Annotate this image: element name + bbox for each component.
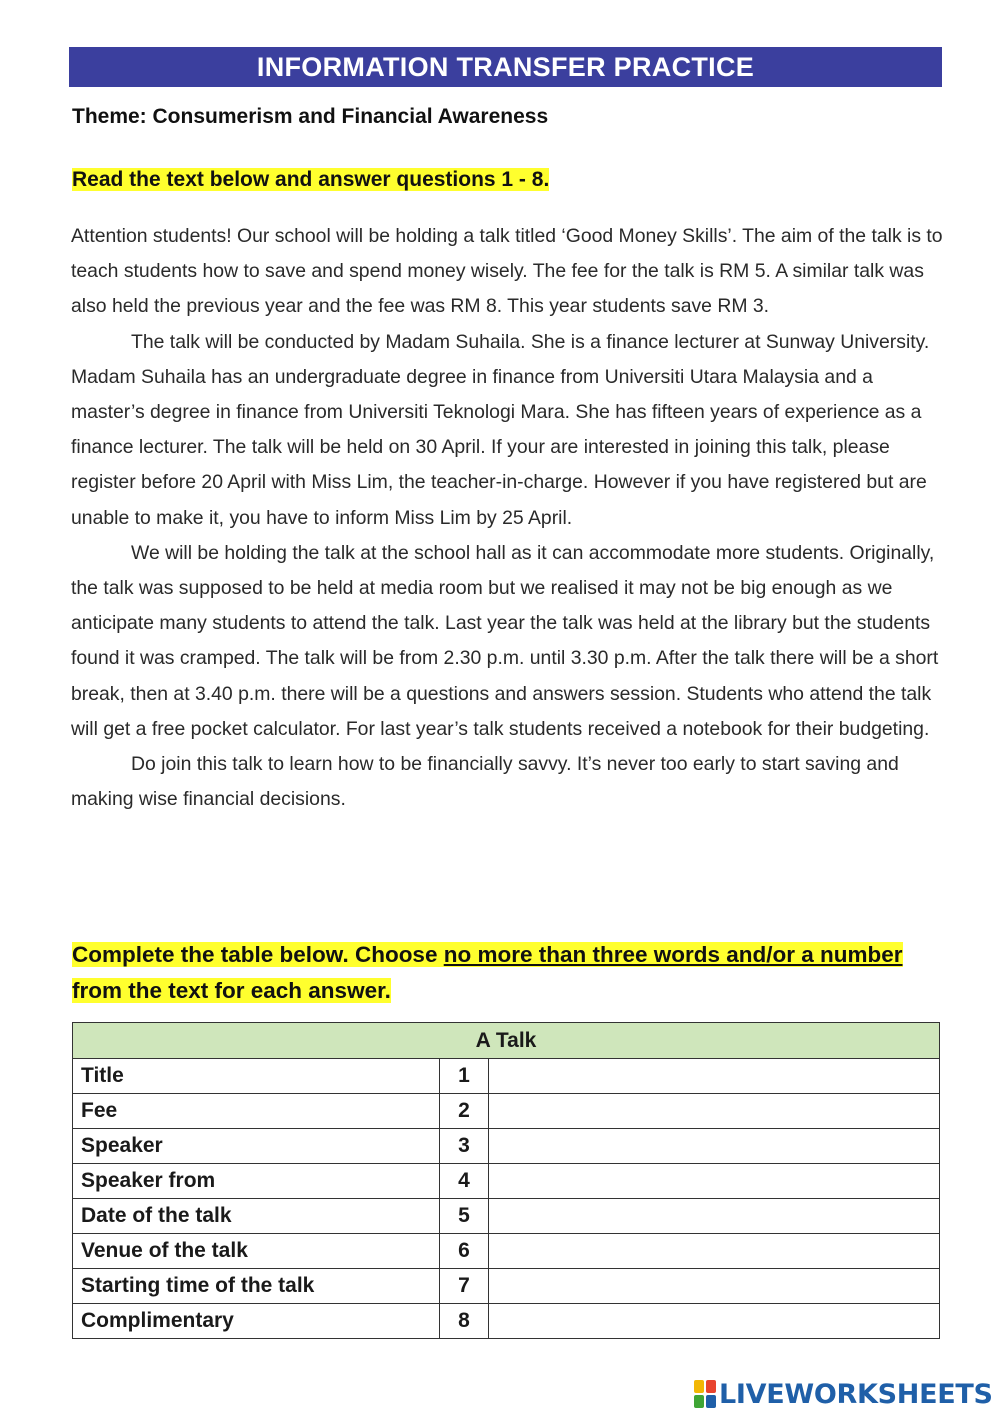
question-number: 1 <box>440 1059 489 1094</box>
row-label: Fee <box>73 1094 440 1129</box>
reading-instruction <box>72 168 549 192</box>
question-number: 8 <box>440 1304 489 1339</box>
passage-paragraph-2: The talk will be conducted by Madam Suhaila. She is a finance lecturer at Sunway University. Madam Suhaila has an undergraduate degree in finance from Universiti Utara Malaysia and a master’s degree in finance from Universiti Teknologi Mara. She has fifteen years of experience as a finance lecturer. The talk will be held on 30 April. If your are interested in joining this talk, please register before 20 April with Miss Lim, the teacher-in-charge. However if you have registered but are unable to make it, you have to inform Miss Lim by 25 April. <box>71 330 930 529</box>
answer-field-3[interactable] <box>489 1129 940 1164</box>
row-label: Speaker <box>73 1129 440 1164</box>
answer-field-6[interactable] <box>489 1234 940 1269</box>
table-row <box>73 1304 940 1339</box>
table-instruction <box>72 937 952 1009</box>
table-row <box>73 1094 940 1129</box>
table-row <box>73 1269 940 1304</box>
answer-field-2[interactable] <box>489 1094 940 1129</box>
reading-passage <box>71 219 946 817</box>
passage-paragraph-1: Attention students! Our school will be holding a talk titled ‘Good Money Skills’. The aim of the talk is to teach students how to save and spend money wisely. The fee for the talk is RM 5. A similar talk was also held the previous year and the fee was RM 8. This year students save RM 3. <box>71 225 943 318</box>
answer-table <box>72 1022 940 1339</box>
answer-field-7[interactable] <box>489 1269 940 1304</box>
table-row <box>73 1059 940 1094</box>
worksheet-title: INFORMATION TRANSFER PRACTICE <box>69 47 942 87</box>
table-heading: A Talk <box>73 1023 940 1059</box>
table-instruction-part1: Complete the table below. Choose <box>72 942 444 967</box>
question-number: 3 <box>440 1129 489 1164</box>
question-number: 7 <box>440 1269 489 1304</box>
row-label: Title <box>73 1059 440 1094</box>
table-row <box>73 1234 940 1269</box>
question-number: 5 <box>440 1199 489 1234</box>
table-row <box>73 1199 940 1234</box>
table-row <box>73 1129 940 1164</box>
passage-paragraph-3: We will be holding the talk at the school hall as it can accommodate more students. Originally, the talk was supposed to be held at media room but we realised it may not be big enough as we anticipate many students to attend the talk. Last year the talk was held at the library but the students found it was cramped. The talk will be from 2.30 p.m. until 3.30 p.m. After the talk there will be a short break, then at 3.40 p.m. there will be a questions and answers session. Students who attend the talk will get a free pocket calculator. For last year’s talk students received a notebook for their budgeting. <box>71 541 939 740</box>
question-number: 4 <box>440 1164 489 1199</box>
table-instruction-underlined: no more than three words and/or a number <box>443 942 903 967</box>
row-label: Complimentary <box>73 1304 440 1339</box>
question-number: 6 <box>440 1234 489 1269</box>
answer-field-8[interactable] <box>489 1304 940 1339</box>
theme-heading: Theme: Consumerism and Financial Awareness <box>72 105 549 128</box>
brand-name: LIVEWORKSHEETS <box>719 1378 993 1410</box>
liveworksheets-logo-icon <box>694 1380 716 1408</box>
table-instruction-part2: from the text for each answer. <box>72 978 391 1003</box>
passage-paragraph-4: Do join this talk to learn how to be financially savvy. It’s never too early to start saving and making wise financial decisions. <box>71 753 899 811</box>
answer-field-1[interactable] <box>489 1059 940 1094</box>
answer-field-5[interactable] <box>489 1199 940 1234</box>
row-label: Date of the talk <box>73 1199 440 1234</box>
answer-field-4[interactable] <box>489 1164 940 1199</box>
reading-instruction-text: Read the text below and answer questions 1 - 8. <box>72 168 550 191</box>
liveworksheets-logo <box>694 1376 993 1412</box>
row-label: Venue of the talk <box>73 1234 440 1269</box>
question-number: 2 <box>440 1094 489 1129</box>
table-row <box>73 1164 940 1199</box>
row-label: Starting time of the talk <box>73 1269 440 1304</box>
row-label: Speaker from <box>73 1164 440 1199</box>
